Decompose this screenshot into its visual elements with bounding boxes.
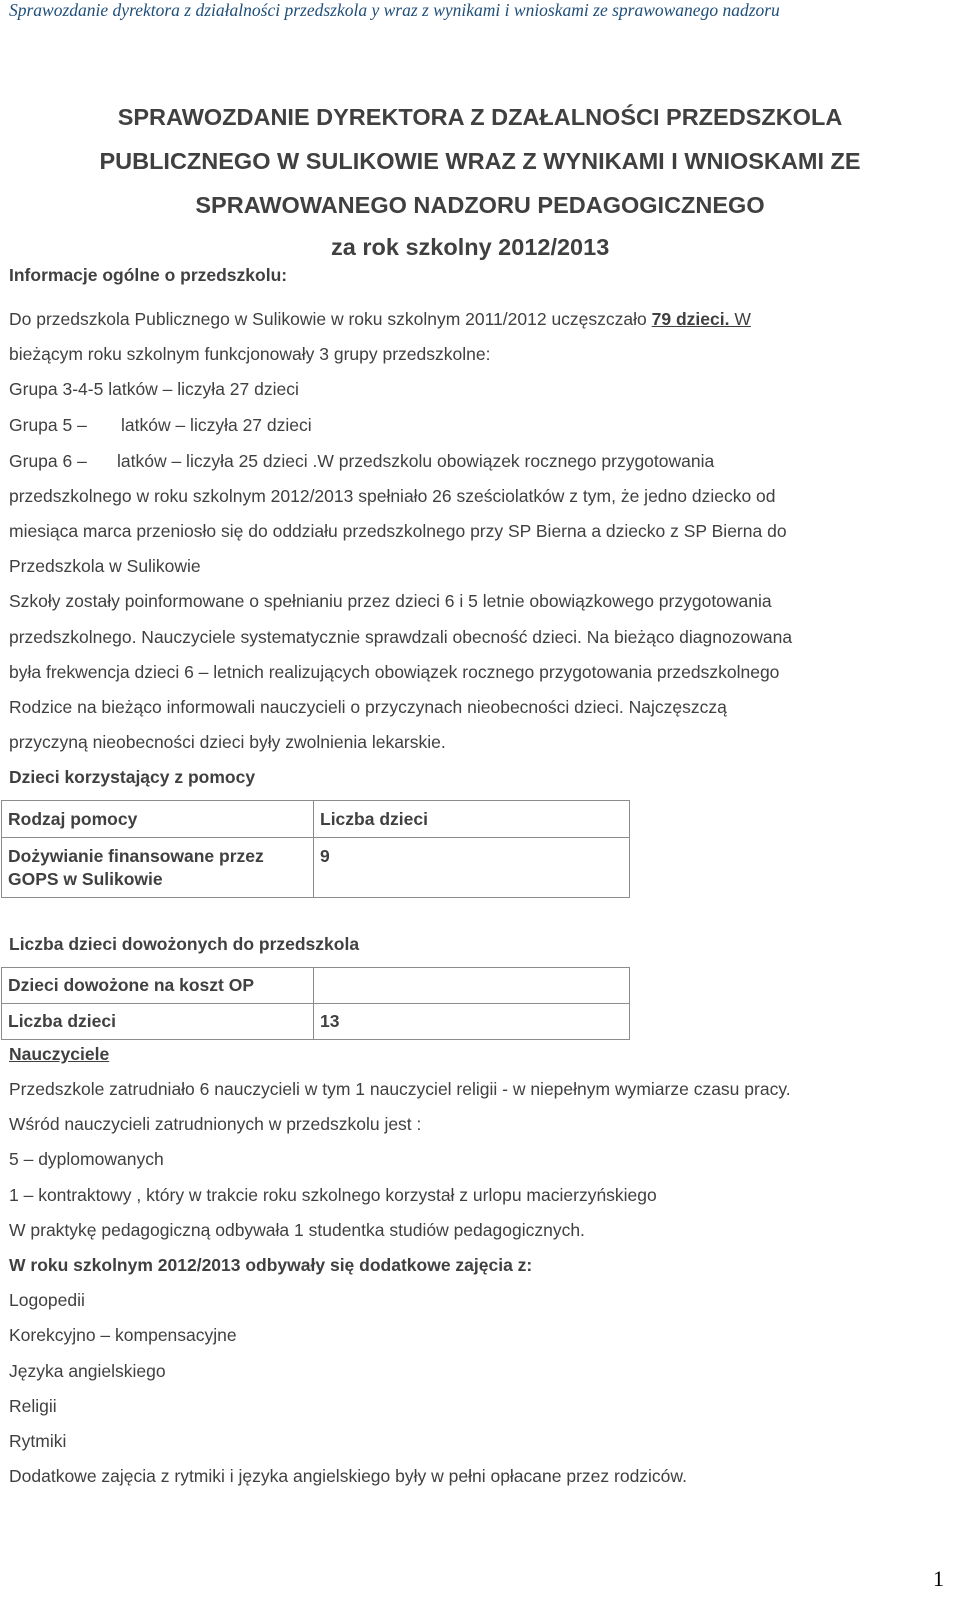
teachers-line: 1 – kontraktowy , który w trakcie roku szkolnego korzystał z urlopu macierzyńskiego bbox=[9, 1185, 657, 1205]
teachers-line: Przedszkole zatrudniało 6 nauczycieli w tym 1 nauczyciel religii - w niepełnym wymiarze czasu pracy. bbox=[9, 1079, 791, 1099]
table-row bbox=[2, 801, 630, 838]
activities-note: Dodatkowe zajęcia z rytmiki i języka angielskiego były w pełni opłacane przez rodziców. bbox=[9, 1466, 687, 1486]
children-count: 79 dzieci. bbox=[651, 309, 730, 329]
help-row-type-line-1: Dożywianie finansowane przez bbox=[8, 845, 264, 866]
groups-intro: bieżącym roku szkolnym funkcjonowały 3 grupy przedszkolne: bbox=[9, 344, 491, 364]
intro-line bbox=[9, 309, 751, 330]
group-1: Grupa 3-4-5 latków – liczyła 27 dzieci bbox=[9, 379, 299, 399]
transport-row-label: Dzieci dowożone na koszt OP bbox=[2, 968, 314, 1004]
help-row-type-line-2: GOPS w Sulikowie bbox=[8, 868, 163, 889]
title-line-2: PUBLICZNEGO W SULIKOWIE WRAZ Z WYNIKAMI I WNIOSKAMI ZE bbox=[99, 148, 861, 174]
teachers-heading: Nauczyciele bbox=[9, 1044, 110, 1064]
help-row-type bbox=[2, 838, 314, 898]
activity-item: Korekcyjno – kompensacyjne bbox=[9, 1325, 237, 1345]
paragraph-line: Rodzice na bieżąco informowali nauczycieli o przyczynach nieobecności dzieci. Najczęszczą bbox=[9, 697, 727, 717]
running-header: Sprawozdanie dyrektora z działalności przedszkola y wraz z wynikami i wnioskami ze sprawowanego nadzoru bbox=[9, 0, 780, 20]
activity-item: Języka angielskiego bbox=[9, 1361, 166, 1381]
help-col-count: Liczba dzieci bbox=[314, 801, 630, 838]
paragraph-line: Przedszkola w Sulikowie bbox=[9, 556, 201, 576]
help-row-count: 9 bbox=[314, 838, 630, 898]
teachers-line: Wśród nauczycieli zatrudnionych w przedszkolu jest : bbox=[9, 1114, 422, 1134]
table-row bbox=[2, 1004, 630, 1040]
page-number: 1 bbox=[933, 1566, 944, 1591]
title-line-1: SPRAWOZDANIE DYREKTORA Z DZAŁALNOŚCI PRZEDSZKOLA bbox=[117, 104, 843, 130]
activity-item: Logopedii bbox=[9, 1290, 85, 1310]
table-row bbox=[2, 838, 630, 898]
activities-heading: W roku szkolnym 2012/2013 odbywały się dodatkowe zajęcia z: bbox=[9, 1255, 533, 1275]
paragraph-line: miesiąca marca przeniosło się do oddziału przedszkolnego przy SP Bierna a dziecko z SP Bierna do bbox=[9, 521, 787, 541]
teachers-line: 5 – dyplomowanych bbox=[9, 1149, 164, 1169]
transport-heading: Liczba dzieci dowożonych do przedszkola bbox=[9, 934, 360, 954]
paragraph-line: była frekwencja dzieci 6 – letnich realizujących obowiązek rocznego przygotowania przedszkolnego bbox=[9, 662, 780, 682]
teachers-line: W praktykę pedagogiczną odbywała 1 studentka studiów pedagogicznych. bbox=[9, 1220, 585, 1240]
group-3 bbox=[9, 451, 714, 472]
title-line-3: SPRAWOWANEGO NADZORU PEDAGOGICZNEGO bbox=[195, 192, 765, 218]
help-col-type: Rodzaj pomocy bbox=[2, 801, 314, 838]
general-info-heading: Informacje ogólne o przedszkolu: bbox=[9, 265, 288, 285]
table-row bbox=[2, 968, 630, 1004]
intro-tail: W bbox=[729, 309, 751, 329]
transport-row-empty bbox=[314, 968, 630, 1004]
paragraph-line: Szkoły zostały poinformowane o spełnianiu przez dzieci 6 i 5 letnie obowiązkowego przygotowania bbox=[9, 591, 772, 611]
group-3-label: Grupa 6 – bbox=[9, 451, 87, 471]
group-2-label: Grupa 5 – bbox=[9, 415, 87, 435]
paragraph-line: przedszkolnego w roku szkolnym 2012/2013 spełniało 26 sześciolatków z tym, że jedno dziecko od bbox=[9, 486, 776, 506]
paragraph-line: przedszkolnego. Nauczyciele systematycznie sprawdzali obecność dzieci. Na bieżąco diagnozowana bbox=[9, 627, 793, 647]
transport-table bbox=[1, 967, 630, 1040]
transport-count-value: 13 bbox=[314, 1004, 630, 1040]
group-2-text: latków – liczyła 27 dzieci bbox=[121, 415, 312, 435]
document-title bbox=[0, 102, 960, 220]
transport-count-label: Liczba dzieci bbox=[2, 1004, 314, 1040]
activity-item: Religii bbox=[9, 1396, 57, 1416]
help-heading: Dzieci korzystający z pomocy bbox=[9, 767, 256, 787]
group-2 bbox=[9, 415, 312, 436]
intro-text: Do przedszkola Publicznego w Sulikowie w roku szkolnym 2011/2012 uczęszczało bbox=[9, 309, 652, 329]
group-3-text: latków – liczyła 25 dzieci .W przedszkolu obowiązek rocznego przygotowania bbox=[117, 451, 715, 471]
activity-item: Rytmiki bbox=[9, 1431, 67, 1451]
paragraph-line: przyczyną nieobecności dzieci były zwolnienia lekarskie. bbox=[9, 732, 446, 752]
help-table bbox=[1, 800, 630, 898]
school-year: za rok szkolny 2012/2013 bbox=[331, 234, 610, 260]
